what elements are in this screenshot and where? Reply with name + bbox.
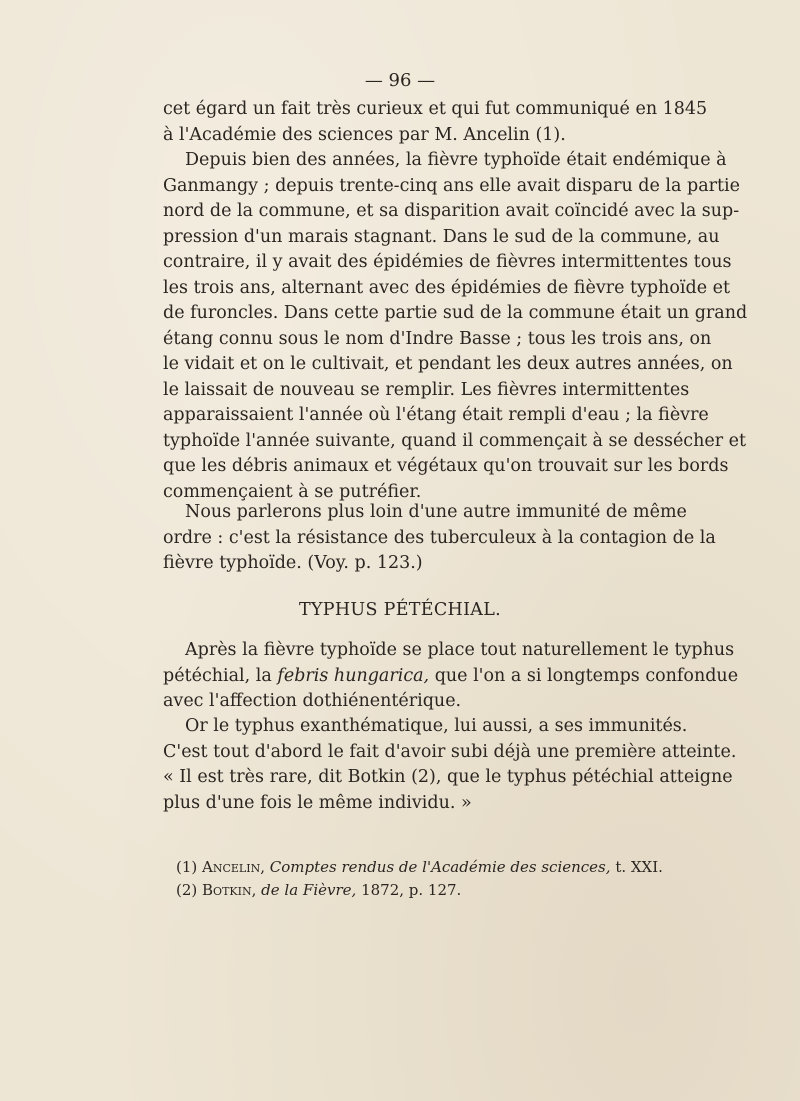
page-number: — 96 — (364, 70, 436, 91)
footnote-author: Botkin, (202, 881, 257, 899)
text-line: le laissait de nouveau se remplir. Les fièvres intermittentes (163, 379, 690, 400)
text-line: « Il est très rare, dit Botkin (2), que le typhus pétéchial atteigne (163, 767, 733, 787)
text-line: de furoncles. Dans cette partie sud de la commune était un grand (163, 303, 748, 323)
text-line: Après la fièvre typhoïde se place tout naturellement le typhus (185, 640, 735, 660)
footnote-author: Ancelin, (202, 858, 265, 876)
footnotes (176, 856, 663, 902)
footnote-ref: 1872, p. 127. (361, 881, 462, 899)
text-line: C'est tout d'abord le fait d'avoir subi déjà une première atteinte. (163, 741, 737, 762)
text-line: cet égard un fait très curieux et qui fut communiqué en 1845 (163, 99, 708, 119)
footnote-1 (176, 856, 663, 879)
paragraph-tuberculeux (163, 500, 716, 577)
text-line: les trois ans, alternant avec des épidémies de fièvre typhoïde et (163, 277, 731, 298)
text-line: plus d'une fois le même individu. » (163, 792, 472, 813)
footnote-title: Comptes rendus de l'Académie des sciences, (269, 858, 611, 876)
text-line: Ganmangy ; depuis trente-cinq ans elle avait disparu de la partie (163, 175, 741, 196)
footnote-marker: (1) (176, 858, 198, 876)
text-line: pression d'un marais stagnant. Dans le sud de la commune, au (163, 226, 720, 247)
text-line: à l'Académie des sciences par M. Ancelin (1). (163, 124, 566, 145)
text-line: contraire, il y avait des épidémies de fièvres intermittentes tous (163, 252, 732, 272)
text-line-with-italic (163, 664, 739, 690)
text-line: Or le typhus exanthématique, lui aussi, a ses immunités. (185, 716, 688, 736)
text-line: que les débris animaux et végétaux qu'on trouvait sur les bords (163, 456, 729, 476)
text-line: avec l'affection dothiénentérique. (163, 691, 462, 711)
text-line: typhoïde l'année suivante, quand il commençait à se dessécher et (163, 430, 747, 451)
text-line: nord de la commune, et sa disparition avait coïncidé avec la sup- (163, 201, 740, 221)
text-line: Depuis bien des années, la fièvre typhoïde était endémique à (185, 150, 727, 170)
text-line: commençaient à se putréfier. (163, 481, 422, 502)
text-line: fièvre typhoïde. (Voy. p. 123.) (163, 553, 423, 573)
footnote-title: de la Fièvre, (261, 881, 357, 899)
paragraph-continuation (163, 97, 708, 148)
paragraph-typhus-immunite (163, 714, 737, 816)
text-line: apparaissaient l'année où l'étang était rempli d'eau ; la fièvre (163, 405, 709, 425)
italic-term: febris hungarica, (277, 665, 430, 686)
text-line: étang connu sous le nom d'Indre Basse ; tous les trois ans, on (163, 328, 712, 349)
text-fragment: pétéchial, la (163, 665, 278, 686)
footnote-marker: (2) (176, 881, 198, 899)
text-line: Nous parlerons plus loin d'une autre immunité de même (185, 502, 687, 522)
text-line: le vidait et on le cultivait, et pendant les deux autres années, on (163, 354, 733, 374)
footnote-2 (176, 879, 663, 902)
paragraph-typhus-intro (163, 638, 739, 715)
text-fragment: que l'on a si longtemps confondue (429, 665, 739, 686)
section-heading: TYPHUS PÉTÉCHIAL. (298, 600, 502, 620)
footnote-ref: t. XXI. (615, 858, 663, 876)
text-line: ordre : c'est la résistance des tuberculeux à la contagion de la (163, 527, 716, 548)
paragraph-ganmangy (163, 148, 748, 505)
